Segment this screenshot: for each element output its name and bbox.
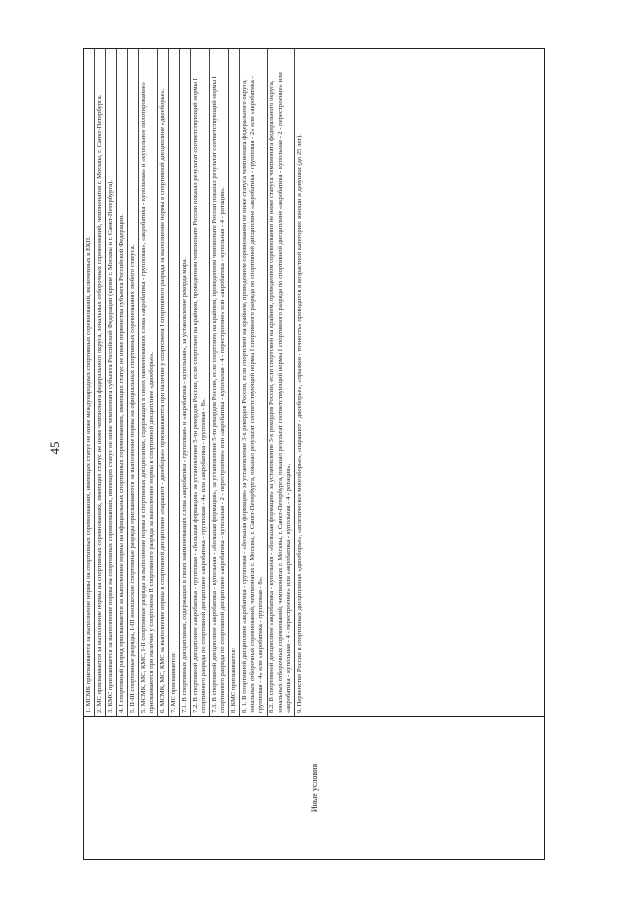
condition-item: 7. МС присваивается: — [169, 49, 180, 716]
condition-item: 7.2. В спортивной дисциплине «акробатика - групповая - «большая формация» за установление 5-ти рекордов России, если спортсмен на крайнем, проведенном чемпионате России показал результат соответствующий нормы I спортивного разряда по спортивной дисциплине «акробатика - групповая - 4» или «акробатика - групповая - 8». — [191, 49, 210, 716]
table-row — [84, 49, 545, 860]
condition-item: 2. МС присваивается за выполнение нормы на спортивных соревнованиях, имеющих статус не ниже чемпионата федерального округа, зональных отборочных соревнований, чемпионатов г. Москвы, г. Санкт-Петербурга. — [95, 49, 106, 716]
condition-item: 8. 1. В спортивной дисциплине «акробатика - групповая - «большая формация» за установление 3-х рекордов России, если спортсмен на крайнем, проведенном соревновании не ниже статуса чемпионата федерального округа, зональных отборочных соревнований, чемпионатах г. Москвы, г. Санкт-Петербурга, показал результат соответствующий нормы I спортивного разряда по спортивной дисциплине «акробатика - групповая - 2» или «акробатика - групповая - 4» или «акробатика - групповая - 8». — [240, 49, 267, 716]
condition-item: 5. МСМК, МС, КМС, I-II спортивные разряды за выполнение нормы в спортивных дисциплинах, содержащих в своих наименованиях слова «акробатика - групповая», «акробатика - купольная» и «купольное пилотирование» присваиваются при наличии у спортсмена II спортивного разряда за выполнение нормы в спортивной дисциплине «двоеборье». — [139, 49, 158, 716]
rotated-page-content — [83, 48, 545, 860]
conditions-table — [83, 48, 545, 860]
condition-item: 6. МСМК, МС, КМС за выполнение нормы в спортивной дисциплине «парашют - двоеборье» присваиваются при наличии у спортсмена I спортивного разряда за выполнение нормы в спортивной дисциплине «двоеборье». — [158, 49, 169, 716]
condition-item: 7.1. В спортивных дисциплинах, содержащих в своих наименованиях слова «акробатика - групповая» и «акробатика - купольная», за установление рекорда мира. — [180, 49, 191, 716]
row-label: Иные условия — [309, 763, 319, 813]
row-label-cell — [84, 717, 545, 860]
condition-item: 4. I спортивный разряд присваивается за выполнение нормы на официальных спортивных соревнованиях, имеющих статус не ниже первенства субъекта Российской Федерации. — [117, 49, 128, 716]
condition-item: 8. КМС присваивается: — [229, 49, 240, 716]
condition-item: 3. КМС присваивается за выполнение нормы на спортивных соревнованиях, имеющих статус не ниже чемпионата субъекта Российской Федерации (кроме г. Москвы и г. Санкт-Петербурга). — [106, 49, 117, 716]
condition-item: 5. II-III спортивные разряды, I-III юношеские спортивные разряды присваиваются за выполнение нормы на официальных спортивных соревнованиях любого статуса. — [128, 49, 139, 716]
page-number: 45 — [47, 441, 62, 455]
condition-item: 1. МСМК присваивается за выполнение нормы на спортивных соревнованиях, имеющих статус не ниже международных спортивных соревнований, включенных в ЕКП. — [84, 49, 95, 716]
rotated-table-wrapper — [83, 48, 545, 860]
condition-item: 8.2. В спортивной дисциплине «акробатика - купольная - «большая формация» за установление 3-х рекордов России, если спортсмен на крайнем, проведенном соревновании не ниже статуса чемпионата федерального округа, зональных отборочных соревнований, чемпионатах г. Москвы, г. Санкт-Петербурга, показал результат соответствующий нормы I спортивного разряда по спортивной дисциплине «акробатика - купольная - 2 - перестроение» или «акробатика - купольная - 4 - перестроение» или «акробатика - купольная - 4 - ротация». — [268, 49, 295, 716]
condition-item: 9. Первенство России в спортивных дисциплинах «двоеборье», «атлетическое многоборье», «парашют - двоеборье», «прыжки - точность» проводится в возрастной категории: юноши и девушки (до 25 лет). — [295, 133, 303, 713]
conditions-cell — [84, 49, 545, 717]
condition-item: 7.3. В спортивной дисциплине «акробатика - купольная - «большая формация», за установление 5-ти рекордов России, если спортсмен на крайнем, проведенном чемпионате России показал результат соответствующий нормы I спортивного разряда по спортивной дисциплине «акробатика - купольная - 2 - перестроение» или «акробатика - купольная - 4 - перестроение» или «акробатика - купольная - 4 - ротация». — [210, 49, 229, 716]
